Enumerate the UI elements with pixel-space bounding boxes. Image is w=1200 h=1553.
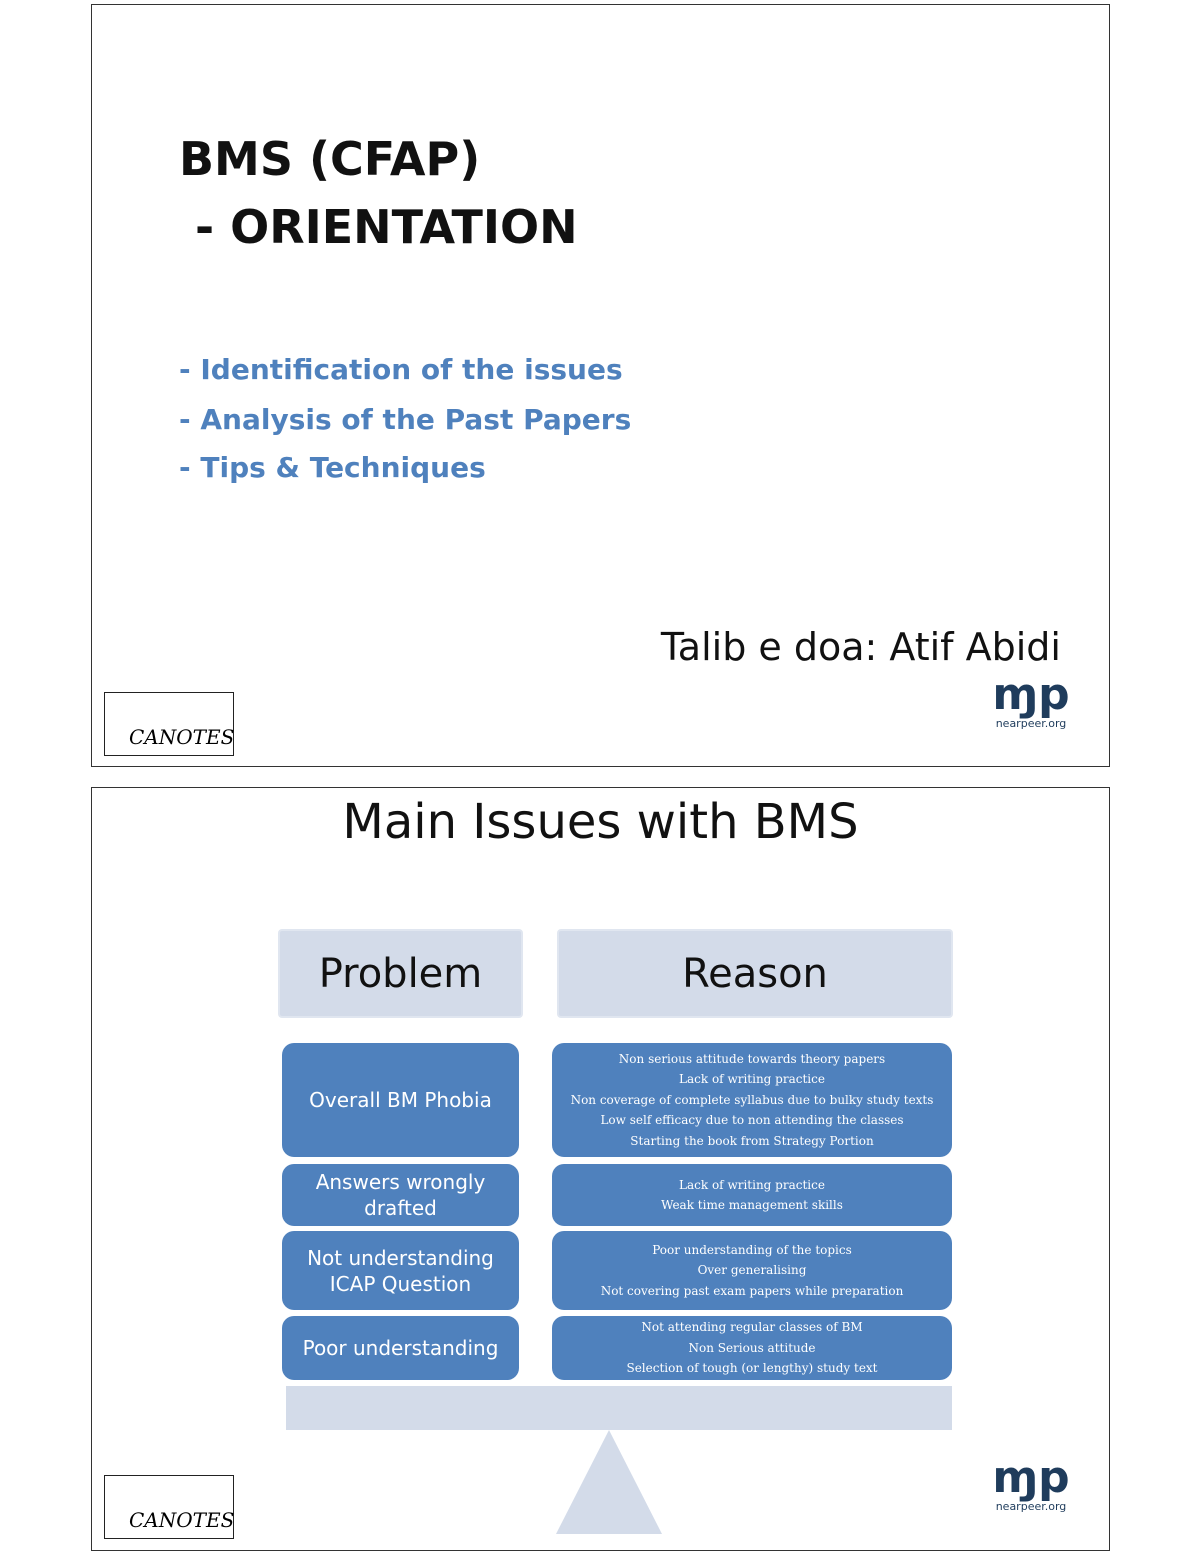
nearpeer-logo <box>991 1452 1071 1513</box>
box-text: Overall BM Phobia <box>309 1088 492 1112</box>
problem-box <box>282 1164 519 1226</box>
slide-1 <box>91 4 1110 767</box>
slide-title: BMS (CFAP) - ORIENTATION <box>179 132 578 254</box>
canotes-logo-text: CANOTES <box>129 1508 235 1532</box>
bullet-item: - Identification of the issues <box>179 353 623 386</box>
nearpeer-logo <box>991 669 1071 730</box>
box-text: Not attending regular classes of BM <box>641 1320 863 1335</box>
box-text: Answers wrongly drafted <box>315 1170 486 1220</box>
canotes-logo <box>104 692 234 756</box>
bullet-item: - Analysis of the Past Papers <box>179 403 632 436</box>
box-text: Over generalising <box>697 1263 807 1278</box>
box-text: Not understanding ICAP Question <box>307 1245 494 1296</box>
box-text: Poor understanding <box>302 1336 499 1360</box>
problem-box <box>282 1316 519 1380</box>
box-text: Low self efficacy due to non attending the classes <box>600 1113 904 1128</box>
reason-box <box>552 1164 952 1226</box>
box-text: Not covering past exam papers while preparation <box>600 1283 904 1298</box>
slide-2 <box>91 787 1110 1551</box>
problem-header: Problem <box>278 929 523 1018</box>
slide-title: Main Issues with BMS <box>342 794 859 850</box>
balance-fulcrum <box>556 1430 662 1534</box>
box-text: Non Serious attitude <box>688 1340 816 1355</box>
problem-box <box>282 1043 519 1157</box>
box-text: Non serious attitude towards theory papers <box>618 1051 886 1066</box>
nearpeer-url: nearpeer.org <box>995 717 1067 730</box>
reason-box <box>552 1231 952 1310</box>
bullet-item: - Tips & Techniques <box>179 451 486 484</box>
canotes-logo <box>104 1475 234 1539</box>
nearpeer-mark-icon: ɱp <box>992 669 1070 720</box>
canotes-logo-text: CANOTES <box>129 725 235 749</box>
reason-header: Reason <box>557 929 953 1018</box>
problem-box <box>282 1231 519 1310</box>
box-text: Lack of writing practice <box>679 1177 825 1192</box>
box-text: Weak time management skills <box>661 1198 843 1212</box>
box-text: Poor understanding of the topics <box>652 1242 852 1257</box>
nearpeer-mark-icon: ɱp <box>992 1452 1070 1503</box>
box-text: Selection of tough (or lengthy) study text <box>626 1361 878 1376</box>
box-text: Non coverage of complete syllabus due to bulky study texts <box>570 1092 934 1107</box>
author: Talib e doa: Atif Abidi <box>660 625 1061 669</box>
box-text: Lack of writing practice <box>679 1072 825 1087</box>
box-text: Starting the book from Strategy Portion <box>630 1133 874 1148</box>
balance-beam <box>286 1386 952 1430</box>
nearpeer-url: nearpeer.org <box>995 1500 1067 1513</box>
reason-box <box>552 1316 952 1380</box>
reason-box <box>552 1043 952 1157</box>
